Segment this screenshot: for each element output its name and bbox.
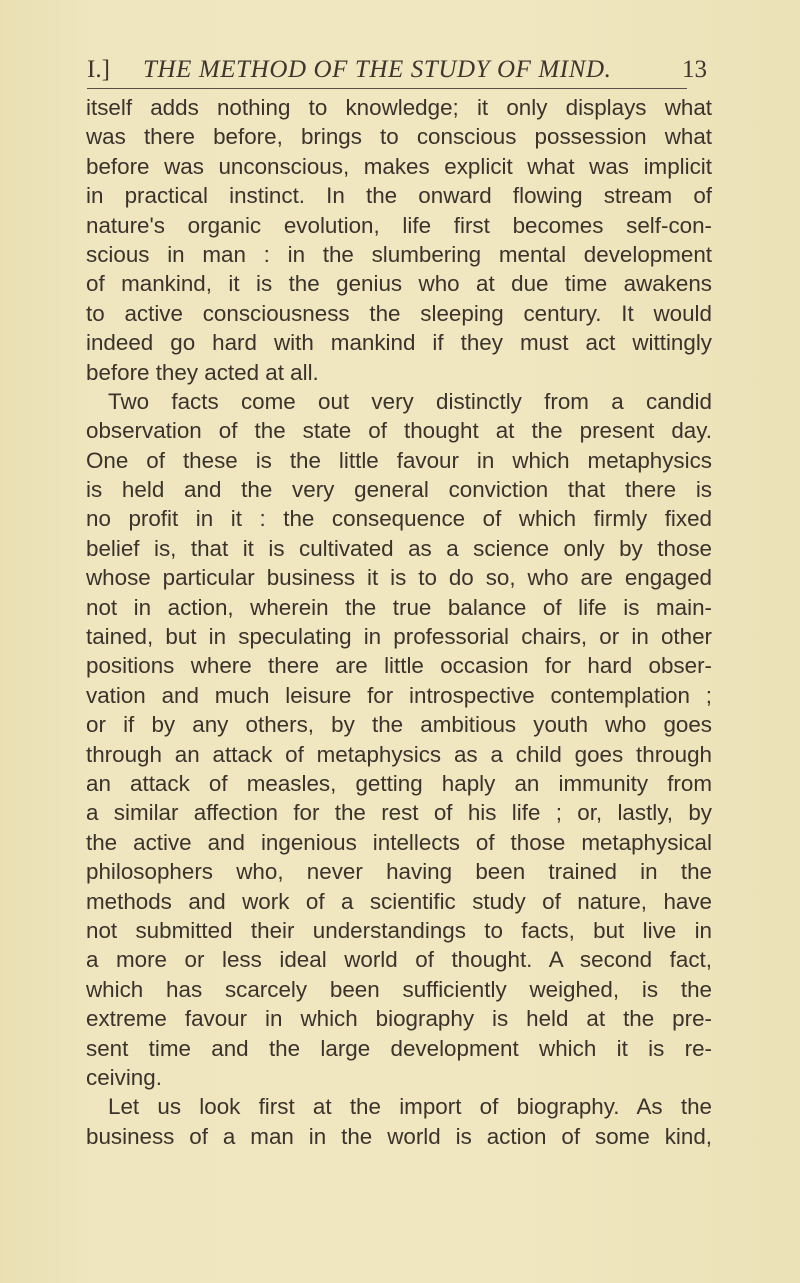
text-line: which has scarcely been sufficiently weighed, is the [86, 976, 712, 1002]
text-line: is held and the very general conviction that there is [86, 477, 712, 503]
page-number: 13 [682, 56, 707, 83]
text-line: scious in man : in the slumbering mental development [86, 241, 712, 267]
text-line: nature's organic evolution, life first becomes self-con- [86, 212, 712, 238]
text-line: business of a man in the world is action of some kind, [86, 1123, 712, 1149]
text-line: was there before, brings to conscious possession what [86, 124, 712, 150]
text-line: belief is, that it is cultivated as a science only by those [86, 535, 712, 561]
text-line: sent time and the large development which it is re- [86, 1035, 712, 1061]
text-line: the active and ingenious intellects of those metaphysical [86, 829, 712, 855]
text-line: indeed go hard with mankind if they must act wittingly [86, 330, 712, 356]
header-rule [87, 88, 687, 89]
text-line: a similar affection for the rest of his life ; or, lastly, by [86, 800, 712, 826]
text-line: methods and work of a scientific study of nature, have [86, 888, 712, 914]
chapter-number: I.] [87, 56, 110, 83]
text-line: whose particular business it is to do so, who are engaged [86, 565, 712, 591]
text-line: in practical instinct. In the onward flowing stream of [86, 183, 712, 209]
text-line: not in action, wherein the true balance of life is main- [86, 594, 712, 620]
running-title: THE METHOD OF THE STUDY OF MIND. [143, 56, 612, 83]
text-line: no profit in it : the consequence of which firmly fixed [86, 506, 712, 532]
text-line: ceiving. [86, 1064, 162, 1090]
text-line: vation and much leisure for introspective contemplation ; [86, 682, 712, 708]
text-line: before was unconscious, makes explicit what was implicit [86, 153, 712, 179]
text-line: of mankind, it is the genius who at due time awakens [86, 271, 712, 297]
text-line: not submitted their understandings to facts, but live in [86, 917, 712, 943]
text-line: itself adds nothing to knowledge; it only displays what [86, 95, 712, 120]
text-line: a more or less ideal world of thought. A second fact, [86, 947, 712, 973]
text-line: tained, but in speculating in professorial chairs, or in other [86, 624, 712, 650]
text-line: through an attack of metaphysics as a child goes through [86, 741, 712, 767]
text-line: Two facts come out very distinctly from a candid [108, 388, 712, 414]
text-line: before they acted at all. [86, 359, 319, 385]
text-line: to active consciousness the sleeping century. It would [86, 300, 712, 326]
text-line: observation of the state of thought at the present day. [86, 418, 712, 444]
text-line: extreme favour in which biography is held at the pre- [86, 1006, 712, 1032]
text-line: philosophers who, never having been trained in the [86, 859, 712, 885]
text-line: Let us look first at the import of biography. As the [108, 1094, 712, 1120]
text-line: an attack of measles, getting haply an immunity from [86, 770, 712, 796]
text-line: or if by any others, by the ambitious youth who goes [86, 712, 712, 738]
body-text [86, 93, 712, 1151]
running-head [87, 52, 707, 88]
text-line: One of these is the little favour in which metaphysics [86, 447, 712, 473]
text-line: positions where there are little occasion for hard obser- [86, 653, 712, 679]
